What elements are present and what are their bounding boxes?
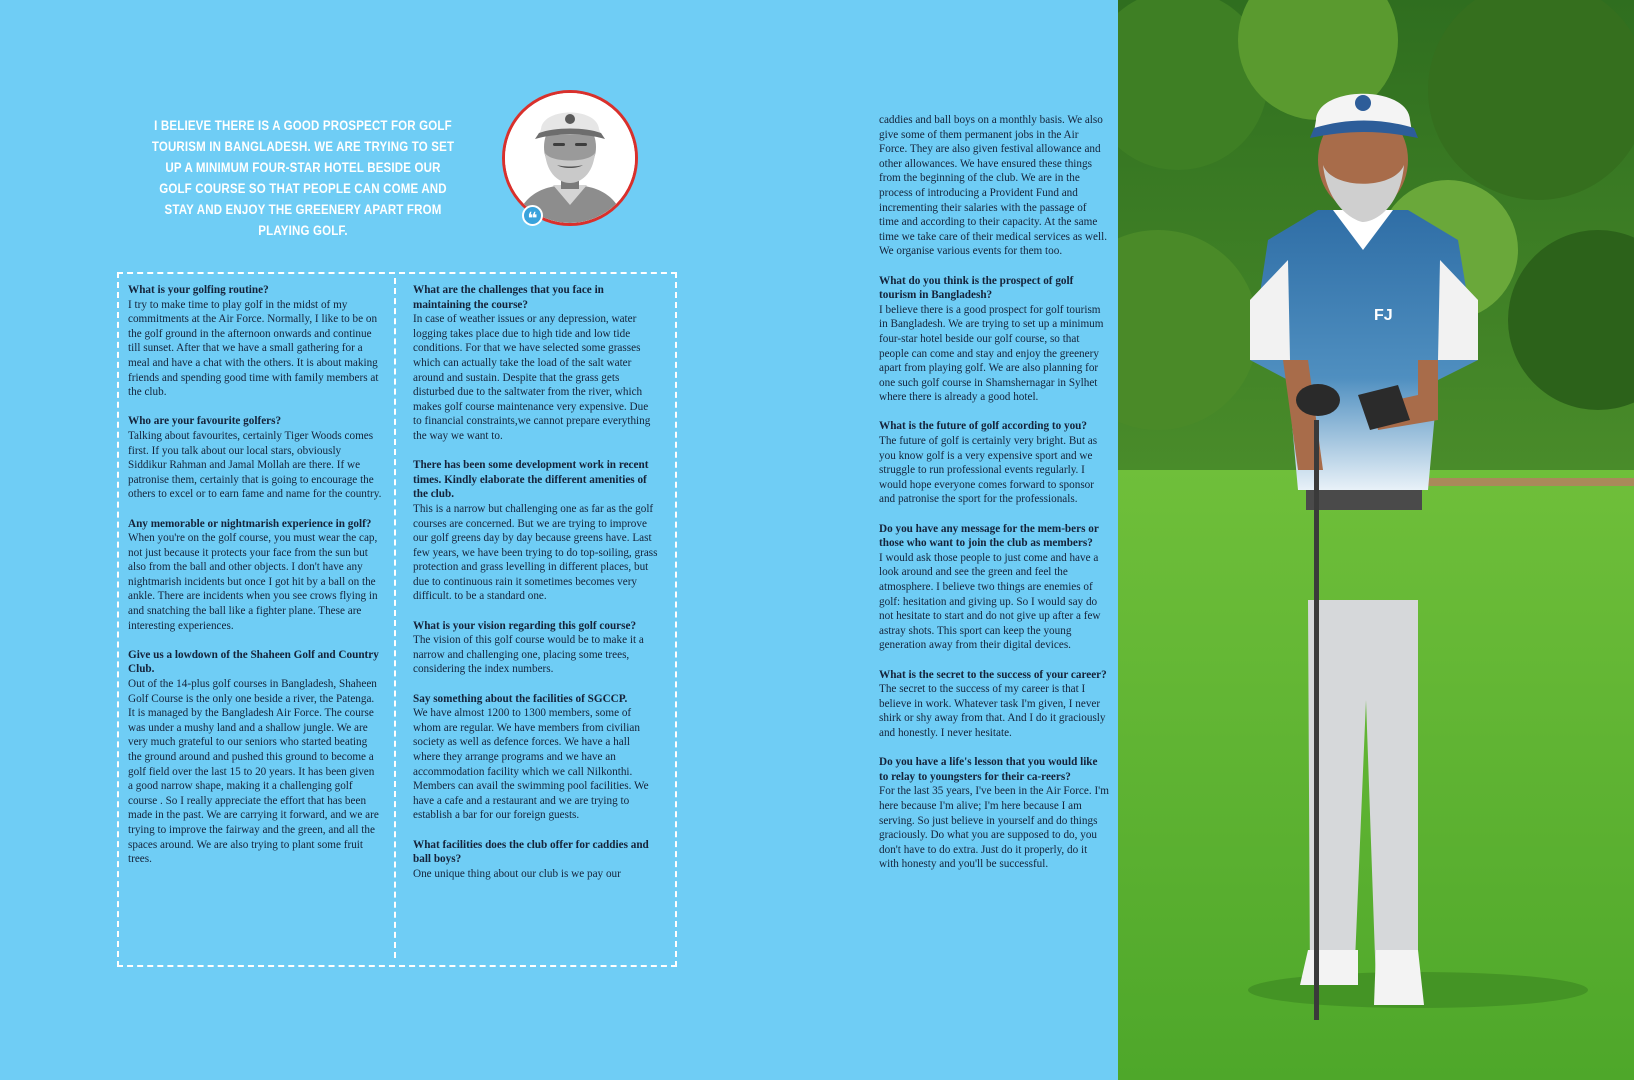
question: Do you have a life's lesson that you would like to relay to youngsters for their ca-reers? — [879, 756, 1098, 783]
question: Who are your favourite golfers? — [128, 415, 282, 428]
interview-column-1 — [128, 283, 382, 881]
answer: Talking about favourites, certainly Tiger Woods comes first. If you talk about our local stars, obviously Siddikur Rahman and Jamal Mollah are there. If we patronise them, certainly that is going to encourage the others to excel or to earn fame and name for the country. — [128, 429, 382, 501]
answer: One unique thing about our club is we pay our — [413, 867, 621, 880]
question: What is your golfing routine? — [128, 284, 269, 296]
qa-item — [413, 458, 658, 604]
answer: I would ask those people to just come and have a look around and see the green and feel the atmosphere. I believe two things are enemies of golf: hesitation and giving up. So I would say do not hesitate to start and do not give up after a few astray shots. This sport can keep the young generation away from their digital devices. — [879, 551, 1101, 652]
question: What is the future of golf according to you? — [879, 420, 1087, 433]
golfer-photo — [1118, 0, 1634, 1080]
qa-item — [128, 648, 382, 867]
interview-column-3 — [879, 113, 1109, 886]
answer: In case of weather issues or any depression, water logging takes place due to high tide and low tide conditions. For that we have selected some grasses which can actually take the load of the salt water around and sustain. Despite that the grass gets disturbed due to the saltwater from the river, which makes golf course maintenance very expensive. Due to financial constraints,we cannot prepare everything the way we want to. — [413, 313, 651, 442]
qa-item — [128, 283, 382, 400]
qa-item — [879, 419, 1109, 507]
qa-item — [128, 517, 382, 634]
question: What is the secret to the success of your career? — [879, 668, 1107, 681]
answer: When you're on the golf course, you must wear the cap, not just because it protects your face from the sun but also from the ball and other objects. I don't have any nightmarish incidents but once I got hit by a ball on the ankle. There are incidents when you see crows flying in and snatching the ball like a fighter plane. These are interesting experiences. — [128, 532, 378, 632]
portrait-illustration — [505, 93, 635, 223]
qa-item — [879, 522, 1109, 653]
qa-continuation — [879, 113, 1109, 259]
interview-column-2 — [413, 283, 658, 896]
question: What facilities does the club offer for caddies and ball boys? — [413, 838, 649, 866]
question: Say something about the facilities of SGCCP. — [413, 692, 628, 705]
qa-item — [413, 838, 658, 882]
answer: I try to make time to play golf in the midst of my commitments at the Air Force. Normally, I like to be on the golf ground in the afternoon onwards and continue till sunset. After that we have a small gathering for a meal and have a chat with the others. It is about making friends and spending good time with family members at the club. — [128, 298, 379, 399]
answer: This is a narrow but challenging one as far as the golf courses are concerned. But we are trying to improve our golf greens day by day because greens have. Last few years, we have been trying to do top-soiling, grass protection and grass levelling in different places, but due to continuous rain it sometimes becomes very difficult. to be a standard one. — [413, 502, 658, 603]
qa-item — [879, 668, 1109, 741]
answer: caddies and ball boys on a monthly basis. We also give some of them permanent jobs in the Air Force. They are also given festival allowance and other allowances. We have ensured these things from the beginning of the club. We are in the process of introducing a Provident Fund and incrementing their salaries with the passage of time and according to their capacity. At the same time we take care of their medical services as well. We organise various events for them too. — [879, 114, 1107, 258]
answer: Out of the 14-plus golf courses in Bangladesh, Shaheen Golf Course is the only one beside a river, the Patenga. It is managed by the Bangladesh Air Force. The course was under a mushy land and a shallow jungle. We are very much grateful to our seniors who started beating the ground around and pushed this ground to become a golf field over the last 15 to 20 years. It has been given a good narrow shape, making it a challenging golf course . So I really appreciate the effort that has been made in the past. We are carrying it forward, and we are trying to improve the fairway and the green, and all the spaces around. We are also trying to plant some fruit trees. — [128, 678, 379, 866]
question: Give us a lowdown of the Shaheen Golf and Country Club. — [128, 648, 379, 676]
question: What are the challenges that you face in maintaining the course? — [413, 284, 604, 311]
pull-quote: I BELIEVE THERE IS A GOOD PROSPECT FOR GOLF TOURISM IN BANGLADESH. WE ARE TRYING TO SET UP A MINIMUM FOUR-STAR HOTEL BESIDE OUR GOLF COURSE SO THAT PEOPLE CAN COME AND STAY AND ENJOY THE GREENERY APART FROM PLAYING GOLF. — [151, 118, 455, 238]
answer: We have almost 1200 to 1300 members, some of whom are regular. We have members from civilian society as well as defence forces. We have a hall where they arrange programs and we have an accommodation facility which we call Nilkonthi. Members can avail the swimming pool facilities. We have a cafe and a restaurant and we are trying to establish a bar for our foreign guests. — [413, 707, 649, 822]
qa-item — [413, 283, 658, 444]
qa-item — [413, 692, 658, 823]
qa-item — [413, 619, 658, 677]
quote-icon: ❝ — [522, 205, 543, 226]
answer: The future of golf is certainly very bright. But as you know golf is a very expensive sport and we struggle to run professional events regularly. I would hope everyone comes forward to sponsor and patronise the sport for the professionals. — [879, 435, 1098, 506]
qa-item — [128, 414, 382, 502]
question: Do you have any message for the mem-bers or those who want to join the club as members? — [879, 522, 1099, 550]
question: There has been some development work in recent times. Kindly elaborate the different amenities of the club. — [413, 459, 649, 501]
qa-item — [879, 274, 1109, 405]
portrait-photo — [502, 90, 638, 226]
golfer-illustration — [1118, 0, 1634, 1080]
shirt-logo: FJ — [1374, 307, 1393, 324]
qa-item — [879, 755, 1109, 872]
answer: For the last 35 years, I've been in the Air Force. I'm here because I'm alive; I'm here because I am serving. So just believe in yourself and do things graciously. Do what you are supposed to do, you don't have to do extra. Just do it properly, do it with honesty and you'll be successful. — [879, 785, 1109, 871]
answer: The secret to the success of my career is that I believe in work. Whatever task I'm given, I never shirk or shy away from that. And I do it graciously and honestly. I never hesitate. — [879, 683, 1106, 739]
question: What do you think is the prospect of golf tourism in Bangladesh? — [879, 274, 1074, 302]
question: Any memorable or nightmarish experience in golf? — [128, 517, 372, 530]
answer: I believe there is a good prospect for golf tourism in Bangladesh. We are trying to set up a minimum four-star hotel beside our golf course, so that people can come and stay and enjoy the greenery apart from playing golf. We are also planning for one such golf course in Shamshernagar in Sylhet where there is already a good hotel. — [879, 303, 1104, 404]
column-divider — [394, 278, 396, 958]
answer: The vision of this golf course would be to make it a narrow and challenging one, placing some trees, considering the index numbers. — [413, 634, 644, 676]
question: What is your vision regarding this golf course? — [413, 619, 637, 632]
